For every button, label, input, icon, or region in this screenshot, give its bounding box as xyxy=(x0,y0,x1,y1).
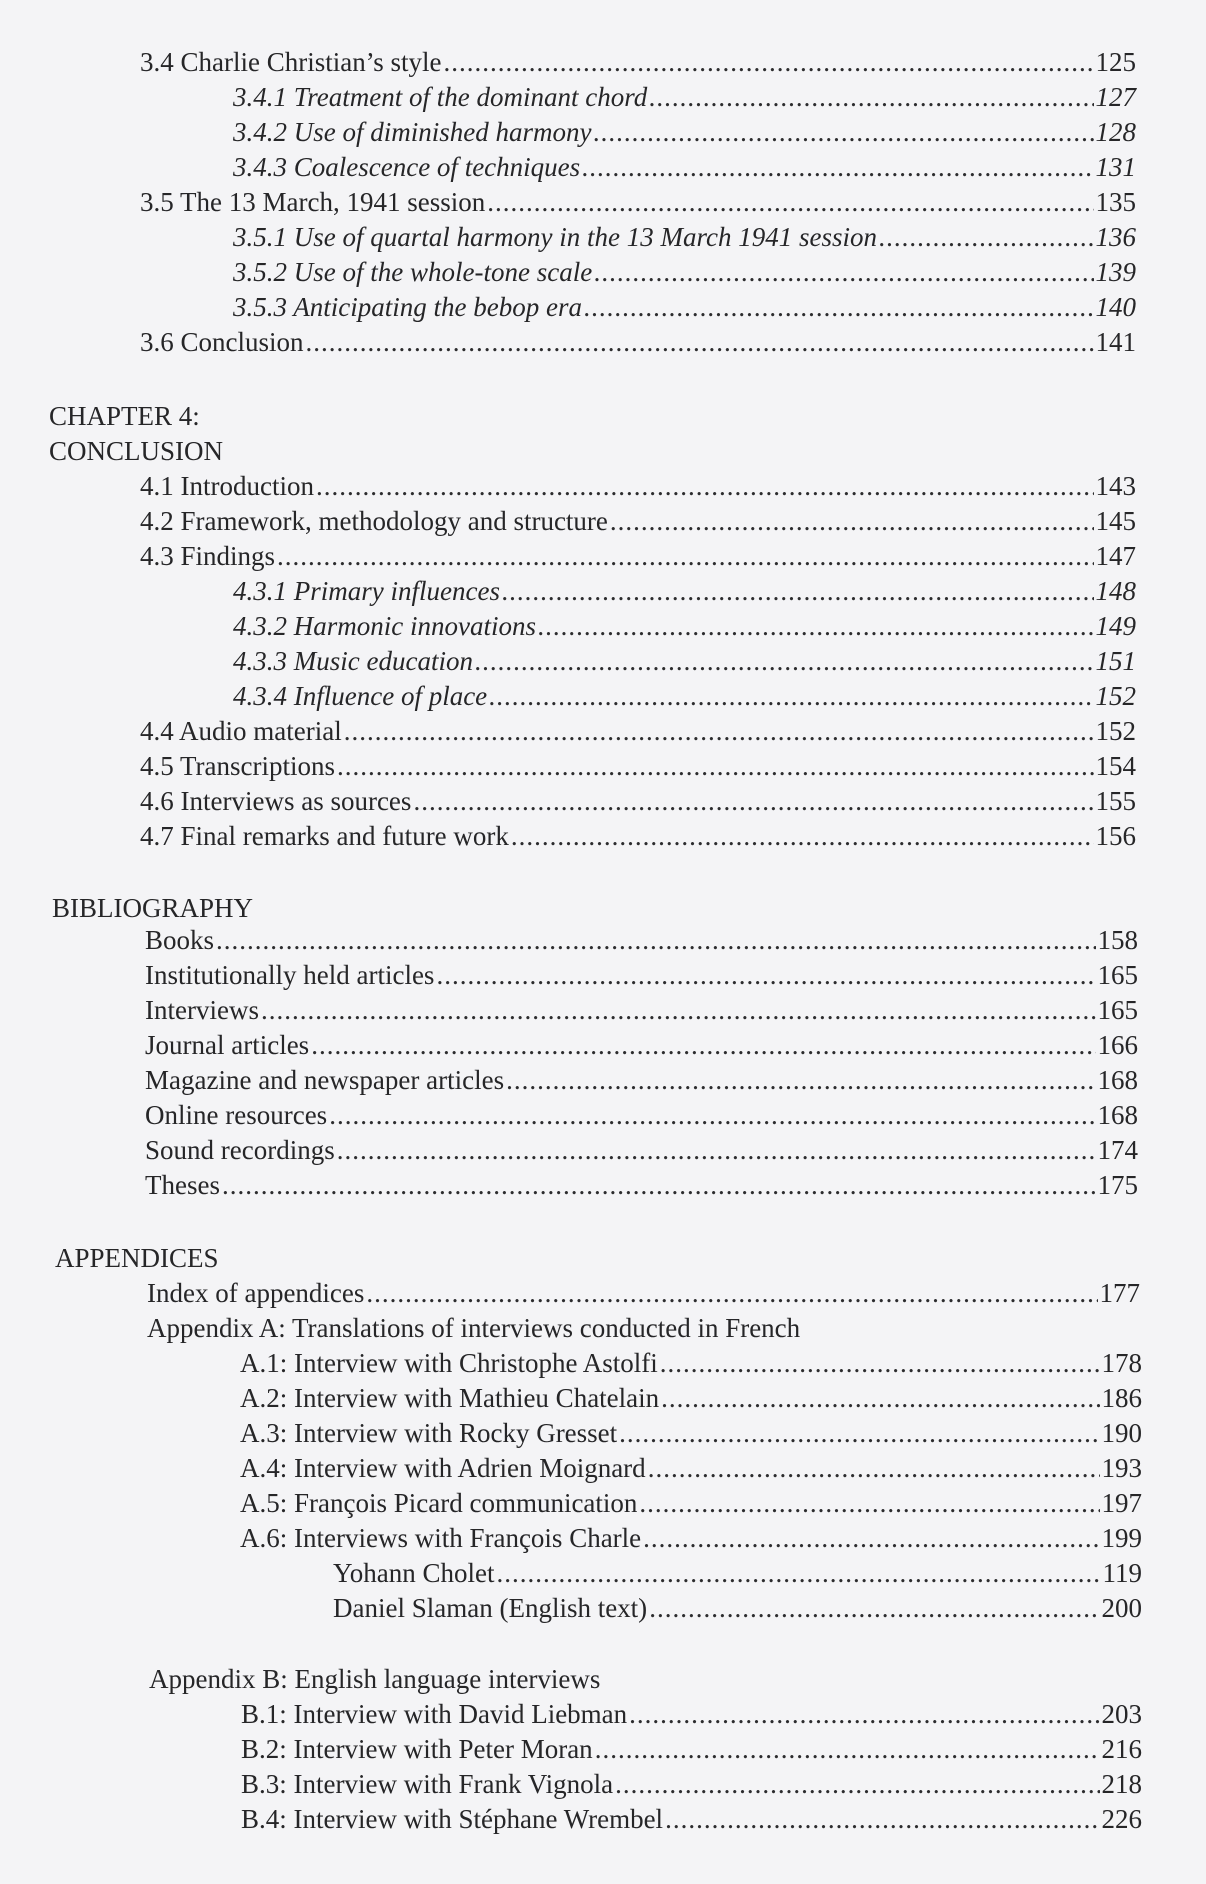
dot-leader xyxy=(329,1097,1095,1133)
toc-entry-label: Institutionally held articles xyxy=(145,960,435,990)
dot-leader xyxy=(316,468,1094,504)
toc-entry-label: 3.5.2 Use of the whole-tone scale xyxy=(233,257,593,287)
toc-entry-label: 4.3.2 Harmonic innovations xyxy=(233,611,536,641)
appendices-heading: APPENDICES xyxy=(55,1243,219,1273)
toc-page-number: 127 xyxy=(1095,82,1136,112)
toc-page-number: 165 xyxy=(1097,960,1138,990)
toc-entry-a-6-slaman[interactable] xyxy=(333,1590,1142,1626)
toc-page-number: 147 xyxy=(1095,541,1136,571)
dot-leader xyxy=(538,608,1094,644)
dot-leader xyxy=(660,1345,1100,1381)
toc-page-number: 200 xyxy=(1101,1593,1142,1623)
toc-entry-label: Journal articles xyxy=(145,1030,310,1060)
toc-entry-label: Appendix B: English language interviews xyxy=(149,1664,601,1694)
toc-page-number: 119 xyxy=(1102,1558,1142,1588)
toc-entry-label: 3.5.1 Use of quartal harmony in the 13 March 1941 session xyxy=(233,222,877,252)
toc-entry-b-3[interactable] xyxy=(241,1766,1142,1802)
toc-entry-a-1[interactable] xyxy=(240,1345,1142,1381)
toc-page-number: 178 xyxy=(1101,1348,1142,1378)
toc-page-number: 168 xyxy=(1097,1100,1138,1130)
dot-leader xyxy=(489,678,1093,714)
dot-leader xyxy=(337,1132,1096,1168)
toc-entry-3-5-2[interactable] xyxy=(233,254,1136,290)
dot-leader xyxy=(366,1275,1097,1311)
dot-leader xyxy=(879,219,1094,255)
toc-entry-label: 4.5 Transcriptions xyxy=(140,751,336,781)
toc-entry-3-5-1[interactable] xyxy=(233,219,1136,255)
toc-page-number: 128 xyxy=(1095,117,1136,147)
dot-leader xyxy=(306,324,1094,360)
dot-leader xyxy=(261,992,1096,1028)
appendix-b-heading[interactable] xyxy=(149,1661,1142,1697)
dot-leader xyxy=(475,643,1094,679)
toc-page-number: 143 xyxy=(1095,471,1136,501)
toc-entry-label: 4.4 Audio material xyxy=(140,716,342,746)
toc-entry-label: 4.1 Introduction xyxy=(140,471,314,501)
chapter-4-title: CONCLUSION xyxy=(49,436,224,466)
dot-leader xyxy=(584,289,1094,325)
dot-leader xyxy=(216,922,1095,958)
toc-entry-4-3[interactable] xyxy=(140,538,1136,574)
toc-page-number: 151 xyxy=(1095,646,1136,676)
toc-entry-b-1[interactable] xyxy=(241,1696,1142,1732)
toc-entry-b-2[interactable] xyxy=(241,1731,1142,1767)
dot-leader xyxy=(506,1062,1095,1098)
toc-page-number: 226 xyxy=(1101,1804,1142,1834)
toc-entry-3-4-3[interactable] xyxy=(233,149,1136,185)
toc-entry-label: 3.4.3 Coalescence of techniques xyxy=(233,152,581,182)
toc-entry-a-6[interactable] xyxy=(240,1520,1142,1556)
toc-page-number: 197 xyxy=(1101,1488,1142,1518)
toc-page-number: 152 xyxy=(1095,716,1136,746)
dot-leader xyxy=(648,1450,1100,1486)
toc-page-number: 155 xyxy=(1095,786,1136,816)
toc-entry-label: 4.7 Final remarks and future work xyxy=(140,821,509,851)
dot-leader xyxy=(443,44,1093,80)
dot-leader xyxy=(413,783,1093,819)
toc-entry-label: 4.3.1 Primary influences xyxy=(233,576,500,606)
dot-leader xyxy=(643,1520,1099,1556)
toc-entry-label: Magazine and newspaper articles xyxy=(145,1065,505,1095)
toc-entry-label: B.4: Interview with Stéphane Wrembel xyxy=(241,1804,664,1834)
dot-leader xyxy=(344,713,1094,749)
toc-entry-label: A.6: Interviews with François Charle xyxy=(240,1523,642,1553)
toc-page-number: 156 xyxy=(1095,821,1136,851)
toc-entry-4-1[interactable] xyxy=(140,468,1136,504)
toc-page-number: 174 xyxy=(1097,1135,1138,1165)
toc-entry-4-2[interactable] xyxy=(140,503,1136,539)
toc-page-number: 190 xyxy=(1101,1418,1142,1448)
toc-entry-label: Online resources xyxy=(145,1100,328,1130)
dot-leader xyxy=(311,1027,1095,1063)
toc-entry-label: A.4: Interview with Adrien Moignard xyxy=(240,1453,646,1483)
toc-page-number: 193 xyxy=(1101,1453,1142,1483)
toc-entry-journal-articles[interactable] xyxy=(145,1027,1138,1063)
toc-entry-books[interactable] xyxy=(145,922,1138,958)
dot-leader xyxy=(619,1415,1099,1451)
toc-page-number: 141 xyxy=(1095,327,1136,357)
dot-leader xyxy=(497,1555,1101,1591)
toc-page-number: 216 xyxy=(1101,1734,1142,1764)
toc-entry-label: A.5: François Picard communication xyxy=(240,1488,638,1518)
toc-entry-label: B.3: Interview with Frank Vignola xyxy=(241,1769,614,1799)
toc-entry-label: 3.4.1 Treatment of the dominant chord xyxy=(233,82,648,112)
dot-leader xyxy=(436,957,1095,993)
toc-page-number: 125 xyxy=(1095,47,1136,77)
toc-entry-4-3-1[interactable] xyxy=(233,573,1136,609)
dot-leader xyxy=(593,114,1093,150)
toc-entry-a-5[interactable] xyxy=(240,1485,1142,1521)
dot-leader xyxy=(665,1801,1099,1837)
toc-entry-label: 3.5 The 13 March, 1941 session xyxy=(140,187,486,217)
toc-page-number: 199 xyxy=(1101,1523,1142,1553)
dot-leader xyxy=(222,1167,1096,1203)
toc-entry-a-6-cholet[interactable] xyxy=(333,1555,1142,1591)
toc-entry-4-7[interactable] xyxy=(140,818,1136,854)
toc-page-number: 131 xyxy=(1095,152,1136,182)
toc-entry-label: Appendix A: Translations of interviews conducted in French xyxy=(147,1313,801,1343)
toc-entry-label: 3.6 Conclusion xyxy=(140,327,304,357)
toc-page-number: 148 xyxy=(1095,576,1136,606)
toc-entry-appendices-index[interactable] xyxy=(147,1275,1140,1311)
toc-page-number: 218 xyxy=(1101,1769,1142,1799)
dot-leader xyxy=(502,573,1094,609)
toc-entry-a-3[interactable] xyxy=(240,1415,1142,1451)
dot-leader xyxy=(661,1380,1099,1416)
toc-entry-label: Books xyxy=(145,925,215,955)
toc-page-number: 135 xyxy=(1095,187,1136,217)
dot-leader xyxy=(649,79,1093,115)
dot-leader xyxy=(277,538,1093,574)
toc-entry-label: 4.2 Framework, methodology and structure xyxy=(140,506,608,536)
toc-entry-3-4-2[interactable] xyxy=(233,114,1136,150)
toc-entry-label: Yohann Cholet xyxy=(333,1558,495,1588)
toc-entry-label: B.1: Interview with David Liebman xyxy=(241,1699,628,1729)
toc-entry-label: 3.4 Charlie Christian’s style xyxy=(140,47,442,77)
toc-entry-4-3-2[interactable] xyxy=(233,608,1136,644)
toc-entry-4-6[interactable] xyxy=(140,783,1136,819)
toc-page-number: 136 xyxy=(1095,222,1136,252)
dot-leader xyxy=(649,1590,1099,1626)
toc-entry-label: 4.3 Findings xyxy=(140,541,276,571)
toc-entry-label: Daniel Slaman (English text) xyxy=(333,1593,648,1623)
appendix-a-heading[interactable] xyxy=(147,1310,1140,1346)
toc-page-number: 177 xyxy=(1099,1278,1140,1308)
toc-entry-magazine-articles[interactable] xyxy=(145,1062,1138,1098)
toc-entry-3-4[interactable] xyxy=(140,44,1136,80)
toc-page-number: 152 xyxy=(1095,681,1136,711)
toc-page-number: 154 xyxy=(1095,751,1136,781)
chapter-4-heading: CHAPTER 4: xyxy=(49,401,200,431)
toc-entry-b-4[interactable] xyxy=(241,1801,1142,1837)
toc-entry-label: 3.4.2 Use of diminished harmony xyxy=(233,117,592,147)
toc-entry-4-5[interactable] xyxy=(140,748,1136,784)
toc-entry-label: A.3: Interview with Rocky Gresset xyxy=(240,1418,618,1448)
toc-entry-3-6[interactable] xyxy=(140,324,1136,360)
dot-leader xyxy=(594,254,1093,290)
toc-page-number: 139 xyxy=(1095,257,1136,287)
toc-entry-label: B.2: Interview with Peter Moran xyxy=(241,1734,593,1764)
dot-leader xyxy=(582,149,1093,185)
toc-entry-4-3-3[interactable] xyxy=(233,643,1136,679)
toc-entry-institutional-articles[interactable] xyxy=(145,957,1138,993)
toc-entry-4-3-4[interactable] xyxy=(233,678,1136,714)
toc-entry-3-4-1[interactable] xyxy=(233,79,1136,115)
dot-leader xyxy=(629,1696,1099,1732)
toc-page-number: 166 xyxy=(1097,1030,1138,1060)
toc-entry-label: 4.3.4 Influence of place xyxy=(233,681,488,711)
bibliography-heading: BIBLIOGRAPHY xyxy=(52,893,254,923)
toc-entry-label: Theses xyxy=(145,1170,220,1200)
toc-entry-label: A.2: Interview with Mathieu Chatelain xyxy=(240,1383,660,1413)
toc-page-number: 168 xyxy=(1097,1065,1138,1095)
toc-entry-label: 3.5.3 Anticipating the bebop era xyxy=(233,292,582,322)
toc-entry-3-5[interactable] xyxy=(140,184,1136,220)
toc-page-number: 203 xyxy=(1101,1699,1142,1729)
dot-leader xyxy=(487,184,1093,220)
toc-entry-a-2[interactable] xyxy=(240,1380,1142,1416)
toc-entry-label: 4.6 Interviews as sources xyxy=(140,786,412,816)
toc-entry-4-4[interactable] xyxy=(140,713,1136,749)
dot-leader xyxy=(595,1731,1100,1767)
toc-entry-label: A.1: Interview with Christophe Astolfi xyxy=(240,1348,658,1378)
toc-page-number: 145 xyxy=(1095,506,1136,536)
toc-entry-theses[interactable] xyxy=(145,1167,1138,1203)
toc-page-number: 158 xyxy=(1097,925,1138,955)
toc-entry-label: 4.3.3 Music education xyxy=(233,646,473,676)
toc-entry-label: Interviews xyxy=(145,995,259,1025)
toc-entry-a-4[interactable] xyxy=(240,1450,1142,1486)
toc-entry-interviews[interactable] xyxy=(145,992,1138,1028)
toc-entry-sound-recordings[interactable] xyxy=(145,1132,1138,1168)
dot-leader xyxy=(610,503,1094,539)
toc-page-number: 175 xyxy=(1097,1170,1138,1200)
toc-entry-label: Sound recordings xyxy=(145,1135,335,1165)
toc-page-number: 165 xyxy=(1097,995,1138,1025)
toc-page-number: 149 xyxy=(1095,611,1136,641)
toc-entry-online-resources[interactable] xyxy=(145,1097,1138,1133)
toc-entry-label: Index of appendices xyxy=(147,1278,365,1308)
toc-page-number: 186 xyxy=(1101,1383,1142,1413)
dot-leader xyxy=(337,748,1093,784)
toc-page-number: 140 xyxy=(1095,292,1136,322)
toc-entry-3-5-3[interactable] xyxy=(233,289,1136,325)
dot-leader xyxy=(615,1766,1099,1802)
dot-leader xyxy=(511,818,1094,854)
dot-leader xyxy=(639,1485,1099,1521)
